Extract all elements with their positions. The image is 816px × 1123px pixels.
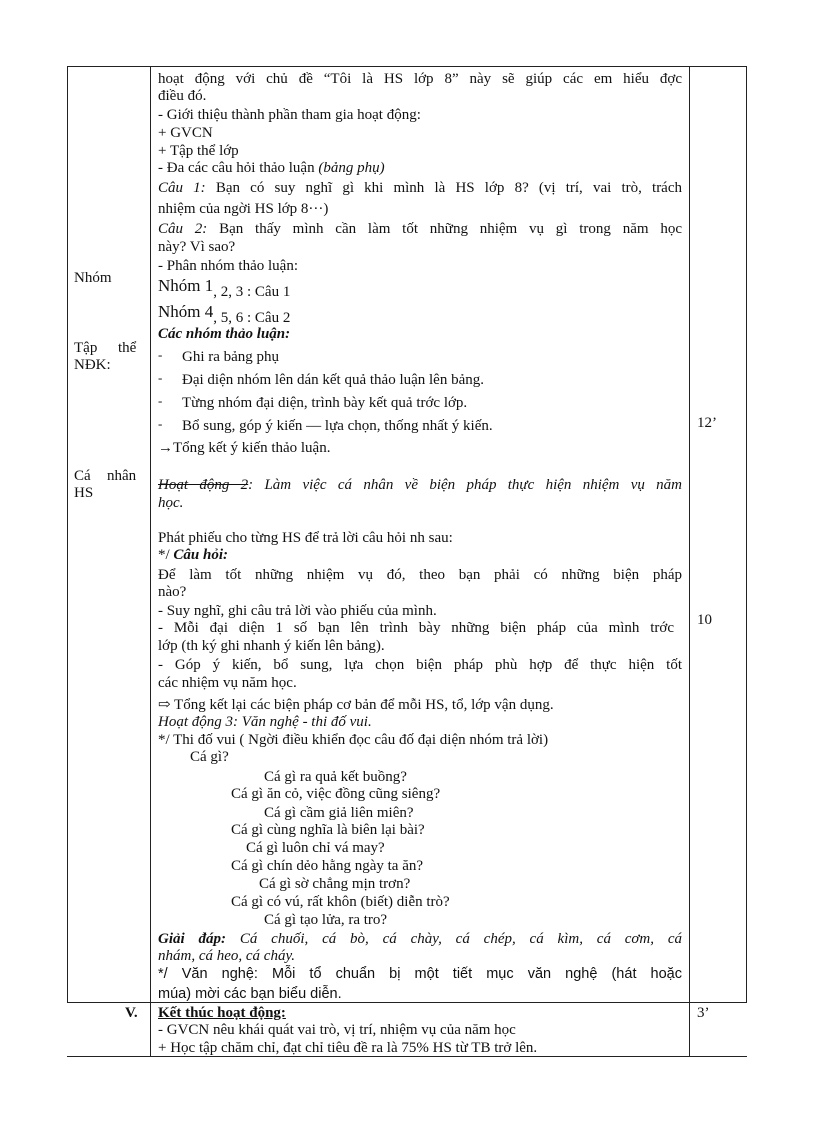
arrow-icon: → <box>158 440 173 456</box>
activity-3-heading: Hoạt động 3: Văn nghệ - thi đố vui. <box>158 714 372 730</box>
riddle-1: Cá gì ra quả kết buồng? <box>264 769 407 785</box>
row-divider <box>67 1002 747 1003</box>
duration-1: 12’ <box>697 415 717 431</box>
question-line-1: Để làm tốt những nhiệm vụ đó, theo bạn phải có những biện pháp <box>158 567 682 583</box>
step-consensus: Bổ sung, góp ý kiến — lựa chọn, thống nhất ý kiến. <box>182 418 493 434</box>
section-number: V. <box>125 1005 138 1021</box>
participant-gvcn: + GVCN <box>158 125 213 141</box>
riddle-0: Cá gì? <box>190 749 229 765</box>
step-choose-measures-1: - Góp ý kiến, bổ sung, lựa chọn biện pháp phù hợp để thực hiện tốt <box>158 657 682 673</box>
groups-discuss-heading: Các nhóm thảo luận: <box>158 326 291 342</box>
hollow-arrow-icon: ⇨ <box>158 697 171 713</box>
riddle-5: Cá gì luôn chỉ vá may? <box>246 840 385 856</box>
summary-2 <box>158 698 554 713</box>
individual-label-b: nhân <box>107 468 137 484</box>
table-border-right <box>746 66 747 1003</box>
summary-2-text: Tổng kết lại các biện pháp cơ bản để mỗi HS, tổ, lớp vận dụng. <box>170 697 554 713</box>
group-division: - Phân nhóm thảo luận: <box>158 258 298 274</box>
question-2-text: Bạn thấy mình cần làm tốt những nhiệm vụ gì trong năm học <box>207 221 682 237</box>
question-prefix: */ <box>158 547 174 563</box>
activity-2-line-1 <box>158 478 682 493</box>
collective-label-b: thể <box>118 340 137 356</box>
table-top-border <box>67 66 747 67</box>
riddle-7: Cá gì sờ chẳng mịn trơn? <box>259 876 411 892</box>
group-2-assignment <box>158 302 291 326</box>
question-2-line-1 <box>158 222 682 237</box>
step-think: - Suy nghĩ, ghi câu trả lời vào phiếu của mình. <box>158 603 437 619</box>
column-divider-1 <box>150 66 151 1056</box>
answers-line-2: nhám, cá heo, cá cháy. <box>158 948 296 964</box>
group-1-detail: , 2, 3 : Câu 1 <box>213 284 291 300</box>
step-write-board: Ghi ra bảng phụ <box>182 349 280 365</box>
activity-2-label: Hoạt động 2 <box>158 477 249 493</box>
closing-line-2: + Học tập chăm chỉ, đạt chỉ tiêu đề ra là 75% HS từ TB trở lên. <box>158 1040 538 1056</box>
board-note: (bảng phụ) <box>318 160 385 176</box>
answers-text: Cá chuối, cá bò, cá chày, cá chép, cá kìm, cá cơm, cá <box>226 931 682 947</box>
bullet-dash-4: - <box>158 416 163 431</box>
group-2-detail: , 5, 6 : Câu 2 <box>213 310 291 326</box>
summary-1 <box>158 441 330 456</box>
participant-class: + Tập thể lớp <box>158 143 239 159</box>
table-bottom-border <box>67 1056 747 1057</box>
activity-2-title: : Làm việc cá nhân về biện pháp thực hiện nhiệm vụ năm <box>248 477 683 493</box>
bullet-dash-3: - <box>158 393 163 408</box>
step-present-measures-2: lớp (th ký ghi nhanh ý kiến lên bảng). <box>158 638 385 654</box>
step-present-measures-1: - Mỗi đại diện 1 số bạn lên trình bày những biện pháp của mình trớc <box>158 620 674 636</box>
student-label: HS <box>74 485 94 501</box>
performance-line-1: */ Văn nghệ: Mỗi tổ chuẩn bị một tiết mục văn nghệ (hát hoặc <box>158 966 682 982</box>
answers-label: Giải đáp: <box>158 931 226 947</box>
question-1-line-2: nhiệm của ngời HS lớp 8···) <box>158 201 329 217</box>
step-choose-measures-2: các nhiệm vụ năm học. <box>158 675 297 691</box>
riddle-9: Cá gì tạo lửa, ra tro? <box>264 912 388 928</box>
question-2-label: Câu 2: <box>158 221 208 237</box>
question-1-line-1 <box>158 181 682 196</box>
closing-line-1: - GVCN nêu khái quát vai trò, vị trí, nhiệm vụ của năm học <box>158 1022 516 1038</box>
participants-heading: - Giới thiệu thành phần tham gia hoạt động: <box>158 107 421 123</box>
question-line-2: nào? <box>158 584 187 600</box>
column-divider-2 <box>689 66 690 1056</box>
question-1-text: Bạn có suy nghĩ gì khi mình là HS lớp 8? (vị trí, vai trò, trách <box>205 180 683 196</box>
answers-line-1 <box>158 932 682 947</box>
riddle-6: Cá gì chín dẻo hằng ngày ta ăn? <box>231 858 424 874</box>
summary-1-text: Tổng kết ý kiến thảo luận. <box>173 440 331 456</box>
collective-label-a: Tập <box>74 340 98 356</box>
riddle-8: Cá gì có vú, rất khôn (biết) diễn trò? <box>231 894 450 910</box>
riddle-3: Cá gì cầm giả liên miên? <box>264 805 414 821</box>
step-post-results: Đại diện nhóm lên dán kết quả thảo luận lên bảng. <box>182 372 484 388</box>
bullet-dash-1: - <box>158 347 163 362</box>
performance-line-2: múa) mời các bạn biểu diễn. <box>158 986 342 1002</box>
table-border-left <box>67 66 68 1003</box>
step-present: Từng nhóm đại diện, trình bày kết quả trớc lớp. <box>182 395 468 411</box>
quiz-intro: */ Thi đố vui ( Ngời điều khiển đọc câu đố đại diện nhóm trả lời) <box>158 732 549 748</box>
intro-line-2: điều đó. <box>158 88 207 104</box>
question-1-label: Câu 1: <box>158 180 206 196</box>
intro-line-1: hoạt động với chủ đề “Tôi là HS lớp 8” này sẽ giúp các em hiểu đợc <box>158 71 682 87</box>
discussion-questions-text: - Đa các câu hỏi thảo luận <box>158 160 319 176</box>
discussion-questions <box>158 161 385 176</box>
duration-2: 10 <box>697 612 712 628</box>
question-title: Câu hỏi: <box>173 547 229 563</box>
ndk-label: NĐK: <box>74 357 111 373</box>
riddle-4: Cá gì cùng nghĩa là biên lại bài? <box>231 822 425 838</box>
group-1-assignment <box>158 276 291 300</box>
question-2-line-2: này? Vì sao? <box>158 239 236 255</box>
closing-heading: Kết thúc hoạt động: <box>158 1005 286 1021</box>
riddle-2: Cá gì ăn cỏ, việc đồng cũng siêng? <box>231 786 441 802</box>
bullet-dash-2: - <box>158 370 163 385</box>
hand-out-sheets: Phát phiếu cho từng HS để trả lời câu hỏi nh sau: <box>158 530 453 546</box>
group-label: Nhóm <box>74 270 112 286</box>
duration-3: 3’ <box>697 1005 710 1021</box>
group-1-name: Nhóm 1 <box>158 276 214 295</box>
group-2-name: Nhóm 4 <box>158 302 214 321</box>
question-heading <box>158 548 228 563</box>
activity-2-line-2: học. <box>158 495 184 511</box>
individual-label-a: Cá <box>74 468 91 484</box>
